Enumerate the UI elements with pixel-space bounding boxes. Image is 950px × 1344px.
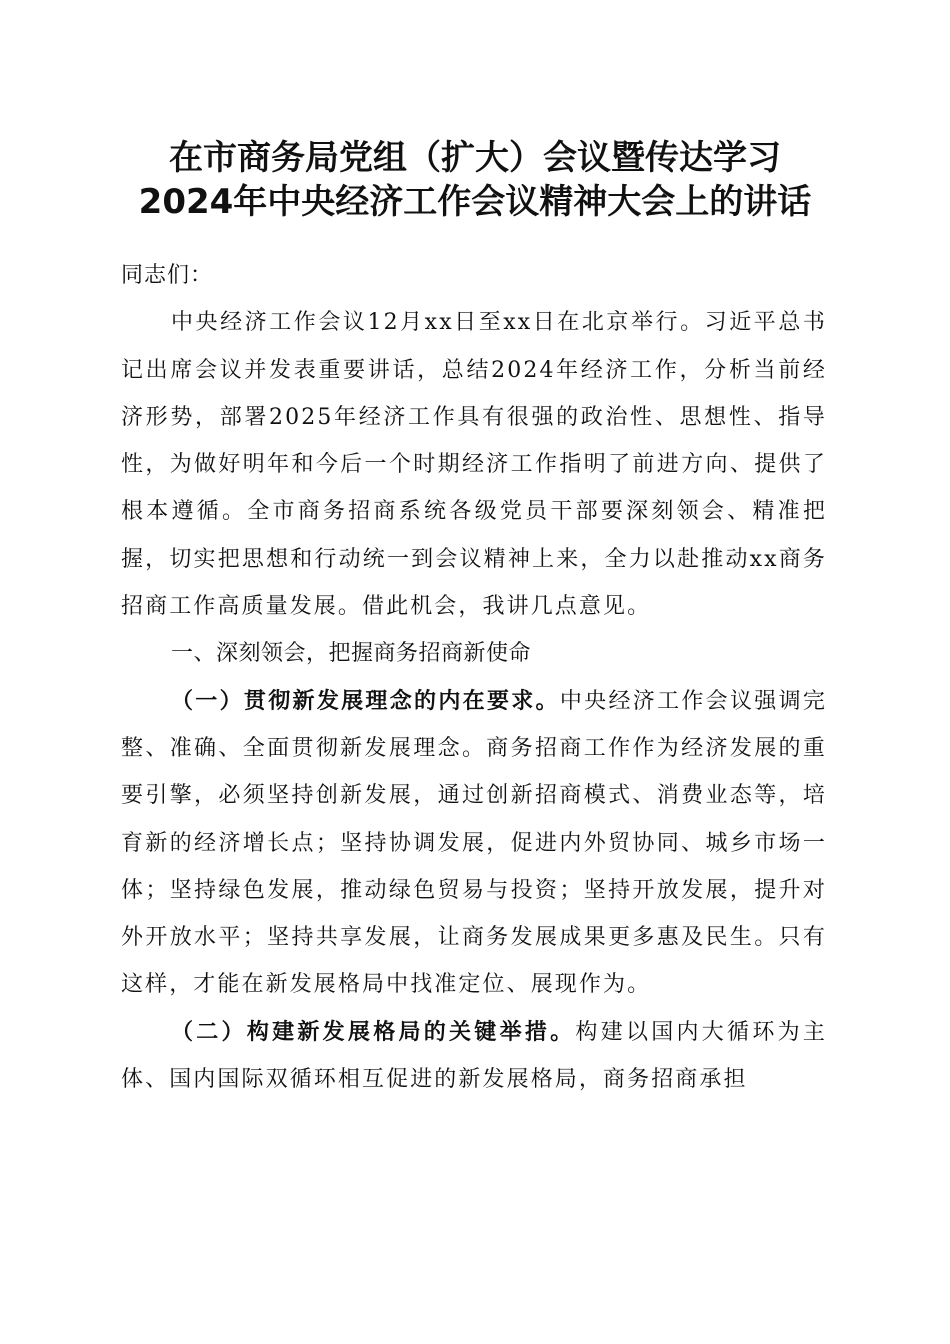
document-body [121, 252, 827, 1103]
section-1-sub-2-lead: （二）构建新发展格局的关键举措。 [171, 1018, 576, 1045]
greeting: 同志们： [121, 263, 214, 288]
document-title-line-2: 2024年中央经济工作会议精神大会上的讲话 [138, 182, 812, 222]
section-1-sub-1-text: 中央经济工作会议强调完整、准确、全面贯彻新发展理念。商务招商工作作为经济发展的重要引擎，必须坚持创新发展，通过创新招商模式、消费业态等，培育新的经济增长点；坚持协调发展，促进内外贸协同、城乡市场一体；坚持绿色发展，推动绿色贸易与投资；坚持开放发展，提升对外开放水平；坚持共享发展，让商务发展成果更多惠及民生。只有这样，才能在新发展格局中找准定位、展现作为。 [121, 688, 827, 998]
intro-paragraph: 中央经济工作会议12月xx日至xx日在北京举行。习近平总书记出席会议并发表重要讲话，总结2024年经济工作，分析当前经济形势，部署2025年经济工作具有很强的政治性、思想性、指导性，为做好明年和今后一个时期经济工作指明了前进方向、提供了根本遵循。全市商务招商系统各级党员干部要深刻领会、精准把握，切实把思想和行动统一到会议精神上来，全力以赴推动xx商务招商工作高质量发展。借此机会，我讲几点意见。 [121, 310, 827, 620]
section-1-sub-2-paragraph [121, 1009, 827, 1104]
document-title-line-1: 在市商务局党组（扩大）会议暨传达学习 [169, 138, 781, 178]
section-1-sub-2-text: 构建以国内大循环为主体、国内国际双循环相互促进的新发展格局，商务招商承担 [121, 1019, 827, 1093]
section-1-sub-1-paragraph [121, 678, 827, 1009]
section-1-heading: 一、深刻领会，把握商务招商新使命 [171, 641, 532, 667]
section-1-sub-1-lead: （一）贯彻新发展理念的内在要求。 [171, 687, 560, 714]
